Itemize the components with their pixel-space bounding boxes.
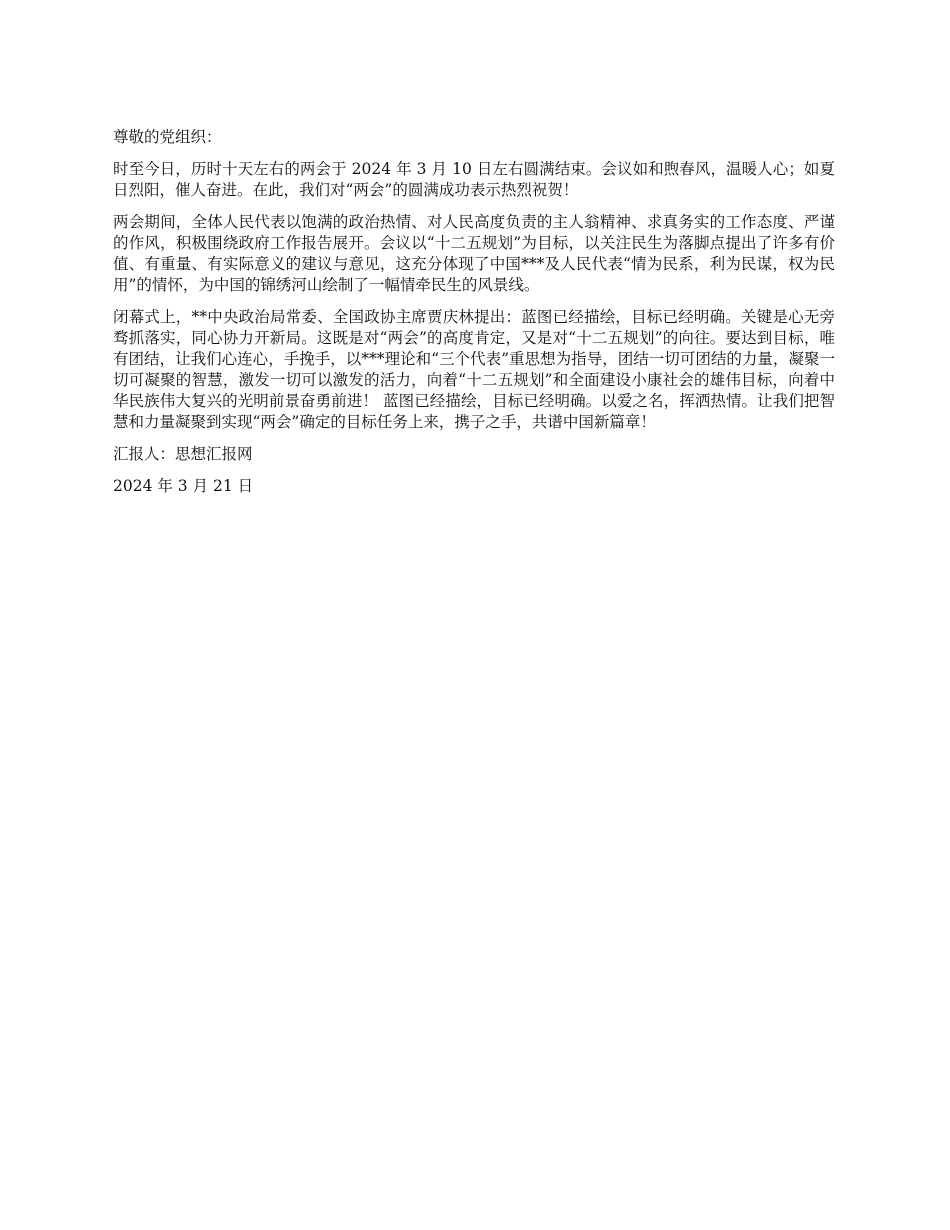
document-body bbox=[113, 127, 835, 508]
paragraph-opening: 时至今日，历时十天左右的两会于 2024 年 3 月 10 日左右圆满结束。会议如和煦春风，温暖人心；如夏日烈阳，催人奋进。在此，我们对“两会”的圆满成功表示热烈祝贺！ bbox=[113, 160, 835, 199]
signature: 汇报人：思想汇报网 bbox=[113, 445, 253, 463]
salutation: 尊敬的党组织： bbox=[113, 128, 222, 146]
paragraph-session: 两会期间，全体人民代表以饱满的政治热情、对人民高度负责的主人翁精神、求真务实的工作态度、严谨的作风，积极围绕政府工作报告展开。会议以“十二五规划”为目标，以关注民生为落脚点提出了许多有价值、有重量、有实际意义的建议与意见，这充分体现了中国***及人民代表“情为民系，利为民谋，权为民用”的情怀，为中国的锦绣河山绘制了一幅情牵民生的风景线。 bbox=[113, 213, 835, 294]
paragraph-closing-ceremony: 闭幕式上，**中央政治局常委、全国政协主席贾庆林提出：蓝图已经描绘，目标已经明确。关键是心无旁骛抓落实，同心协力开新局。这既是对“两会”的高度肯定，又是对“十二五规划”的向往。要达到目标，唯有团结，让我们心连心，手挽手，以***理论和“三个代表”重思想为指导，团结一切可团结的力量，凝聚一切可凝聚的智慧，激发一切可以激发的活力，向着“十二五规划”和全面建设小康社会的雄伟目标，向着中华民族伟大复兴的光明前景奋勇前进！ 蓝图已经描绘，目标已经明确。以爱之名，挥洒热情。让我们把智慧和力量凝聚到实现“两会”确定的目标任务上来，携子之手，共谱中国新篇章！ bbox=[113, 308, 835, 431]
date: 2024 年 3 月 21 日 bbox=[113, 477, 254, 495]
